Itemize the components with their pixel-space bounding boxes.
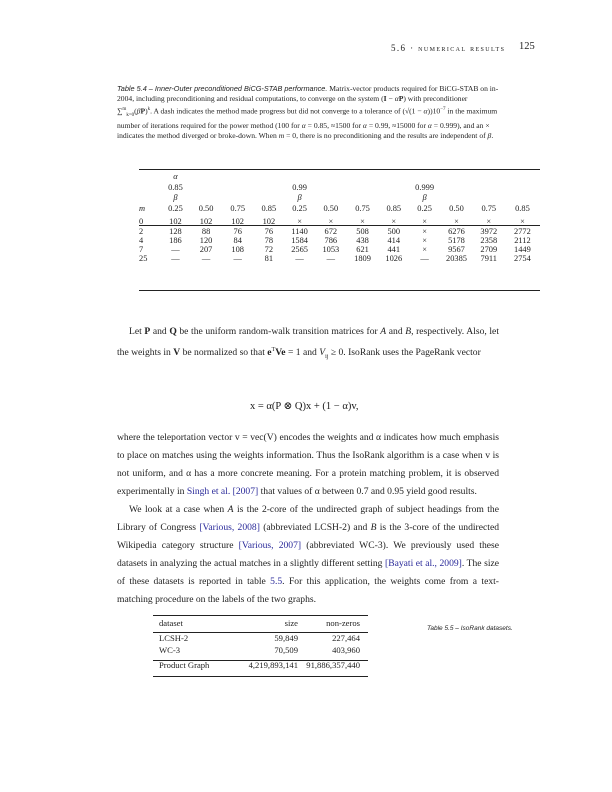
table-cell: × (422, 244, 427, 254)
table-cell: 102 (199, 217, 213, 227)
table-cell: 5178 (448, 235, 465, 245)
table-cell: 1584 (291, 235, 308, 245)
table-cell: 91,886,357,440 (306, 659, 360, 670)
table-cell: Product Graph (159, 659, 210, 670)
table-cell: × (297, 217, 302, 227)
table-reference-link[interactable]: 5.5 (270, 576, 283, 587)
alpha-symbol: α (173, 172, 178, 181)
table-cell: × (422, 226, 427, 236)
citation-link[interactable]: Singh et al. [2007] (186, 486, 259, 497)
citation-link[interactable]: [Various, 2008] (199, 522, 260, 533)
table-cell: 6276 (448, 226, 465, 236)
table-cell: 621 (356, 244, 369, 254)
table-cell: 9567 (448, 244, 465, 254)
beta-column-header: 0.50 (198, 203, 214, 213)
table-cell: 1026 (385, 254, 403, 264)
table-cell: 1809 (354, 254, 371, 264)
table-row (139, 236, 540, 245)
table-cell: 1140 (291, 226, 308, 236)
table-cell: 186 (169, 235, 182, 245)
table-cell: LCSH-2 (159, 633, 189, 644)
table-row (139, 217, 540, 226)
m-column-header: m (139, 203, 146, 213)
table-5-4-caption: Table 5.4 – Inner-Outer preconditioned BiCG-STAB performance. Matrix-vector products required for BiCG-STAB on in-2004, including preconditioning and residual computations, to converge on the system (I − αP) with preconditioner $\sum^m_{k=0}(\beta P)^k$. A dash indicates the method made progress but did not converge to a tolerance of $(√(1 - \alpha))10^{-7}$ in the maximum number of iterations required for the power method (100 for α = 0.85, ≈1500 for α = 0.99, ≈15000 for α = 0.999), and an × indicates the method diverged or broke-down. When m = 0, there is no preconditioning and the results are independent of β. (117, 84, 499, 141)
table-row (153, 633, 368, 644)
table-cell: WC-3 (159, 644, 181, 655)
isorank-equation: x = α(P ⊗ Q)x + (1 − α)v, (250, 401, 359, 412)
row-m-value: 4 (139, 235, 144, 245)
alpha-value: 0.999 (415, 182, 435, 192)
citation-link[interactable]: [Various, 2007] (238, 540, 302, 551)
table-row (139, 227, 540, 236)
table-cell: × (328, 217, 334, 227)
beta-column-header: 0.50 (323, 203, 339, 213)
table-cell: 672 (324, 226, 338, 236)
table-cell: × (360, 217, 365, 227)
table-cell: 70,509 (274, 644, 298, 655)
table-cell: 2772 (514, 226, 531, 236)
table-cell: 72 (264, 244, 274, 254)
citation-link[interactable]: [Bayati et al., 2009] (385, 558, 462, 569)
table-cell: — (171, 244, 180, 254)
table-cell: — (233, 254, 242, 264)
row-m-value: 7 (139, 244, 144, 254)
table-cell: 2112 (514, 235, 531, 245)
paragraph-1: Let P and Q be the uniform random-walk transition matrices for A and B, respectively. Also, let the weights in V be normalized so that $e^TVe = 1$ and $V_{ij} \ge 0$. IsoRank uses the PageRank vector (117, 326, 499, 361)
table-cell: 227,464 (332, 633, 360, 644)
table-row (139, 254, 540, 263)
beta-symbol: β (422, 193, 427, 203)
table-cell: 84 (233, 235, 242, 245)
table-cell: × (454, 217, 459, 227)
table-cell: — (295, 254, 304, 264)
table-cell: 78 (264, 235, 274, 245)
column-header: size (284, 618, 298, 628)
table-cell: 102 (262, 217, 276, 227)
table-cell: — (326, 254, 335, 264)
table-cell: — (201, 254, 211, 264)
table-cell: 88 (201, 226, 211, 236)
table-5-5 (153, 618, 368, 671)
row-m-value: 2 (139, 226, 144, 236)
table-cell: × (422, 217, 427, 227)
beta-column-header: 0.50 (449, 203, 464, 213)
table-cell: 76 (233, 226, 242, 236)
table-cell: 508 (356, 226, 369, 236)
table-cell: 59,849 (274, 633, 298, 644)
row-m-value: 25 (139, 254, 148, 264)
table-cell: × (391, 217, 397, 227)
beta-column-header: 0.85 (515, 203, 530, 213)
table-cell: 76 (264, 226, 274, 236)
table-cell: 1449 (514, 244, 531, 254)
beta-symbol: β (173, 193, 178, 203)
alpha-value: 0.99 (292, 182, 307, 192)
table-5-4-top-rule (139, 169, 540, 170)
table-row (139, 245, 540, 254)
beta-column-header: 0.25 (417, 203, 432, 213)
table-5-4 (139, 172, 540, 263)
alpha-value: 0.85 (168, 182, 183, 192)
beta-column-header: 0.85 (261, 203, 277, 213)
beta-column-header: 0.25 (168, 203, 183, 213)
table-cell: 20385 (446, 254, 467, 264)
table-cell: — (171, 254, 180, 264)
table-cell: × (422, 235, 427, 245)
table-cell: 2358 (480, 235, 498, 245)
table-cell: × (520, 217, 525, 227)
page-number: 125 (519, 41, 535, 52)
beta-column-header: 0.25 (292, 203, 307, 213)
table-cell: 2709 (480, 244, 498, 254)
table-cell: 441 (387, 244, 401, 254)
table-cell: × (486, 217, 492, 227)
beta-column-header: 0.75 (481, 203, 497, 213)
table-cell: 786 (324, 235, 338, 245)
table-cell: 2754 (514, 254, 531, 264)
table-cell: 500 (387, 226, 401, 236)
table-5-5-caption: Table 5.5 – IsoRank datasets. (427, 625, 513, 632)
table-5-4-bottom-rule (139, 290, 540, 291)
table-5-5-top-rule (153, 615, 368, 616)
beta-column-header: 0.75 (230, 203, 246, 213)
table-cell: 2565 (291, 244, 308, 254)
paragraph-2: where the teleportation vector v = vec(V) encodes the weights and α indicates how much emphasis to place on matches using the weights information. Thus the IsoRank algorithm is a case when v is not uniform, and α has a more concrete meaning. For a protein matching problem, it is observed experimentally in Singh et al. [2007] that values of α between 0.7 and 0.95 yield good results. (117, 432, 499, 497)
column-header: dataset (159, 618, 183, 628)
beta-symbol: β (297, 193, 302, 203)
beta-column-header: 0.75 (355, 203, 370, 213)
table-cell: 4,219,893,141 (248, 659, 298, 670)
table-row (153, 645, 368, 656)
table-cell: 120 (199, 235, 213, 245)
table-cell: 102 (169, 217, 182, 227)
paragraph-3: We look at a case when A is the 2-core of the undirected graph of subject headings from the Library of Congress [Various, 2008] (abbreviated LCSH-2) and B is the 3-core of the undirected Wikipedia category structure [Various, 2007] (abbreviated WC-3). We previously used these datasets in analyzing the actual matches in a slightly different setting [Bayati et al., 2009]. The size of these datasets is reported in table 5.5. For this application, the weights come from a text-matching procedure on the labels of the two graphs. (117, 504, 500, 605)
column-header: non-zeros (326, 618, 360, 628)
running-header: 5.6 · numerical results (391, 43, 506, 53)
table-cell: 128 (169, 226, 182, 236)
table-cell: 207 (199, 244, 213, 254)
beta-column-header: 0.85 (386, 203, 402, 213)
table-cell: 1053 (322, 244, 340, 254)
row-m-value: 0 (139, 217, 144, 227)
table-5-4-label: Table 5.4 – Inner-Outer preconditioned BiCG-STAB performance. (117, 84, 328, 93)
table-5-5-bottom-rule (153, 676, 368, 677)
table-cell: 7911 (480, 254, 497, 264)
table-cell: 102 (231, 217, 244, 227)
table-cell: 414 (387, 235, 401, 245)
table-cell: 81 (264, 254, 274, 264)
table-total-row (153, 660, 368, 671)
table-cell: 108 (231, 244, 244, 254)
table-cell: 3972 (480, 226, 498, 236)
table-cell: — (420, 254, 429, 264)
table-cell: 403,960 (332, 644, 360, 655)
table-cell: 438 (356, 235, 369, 245)
